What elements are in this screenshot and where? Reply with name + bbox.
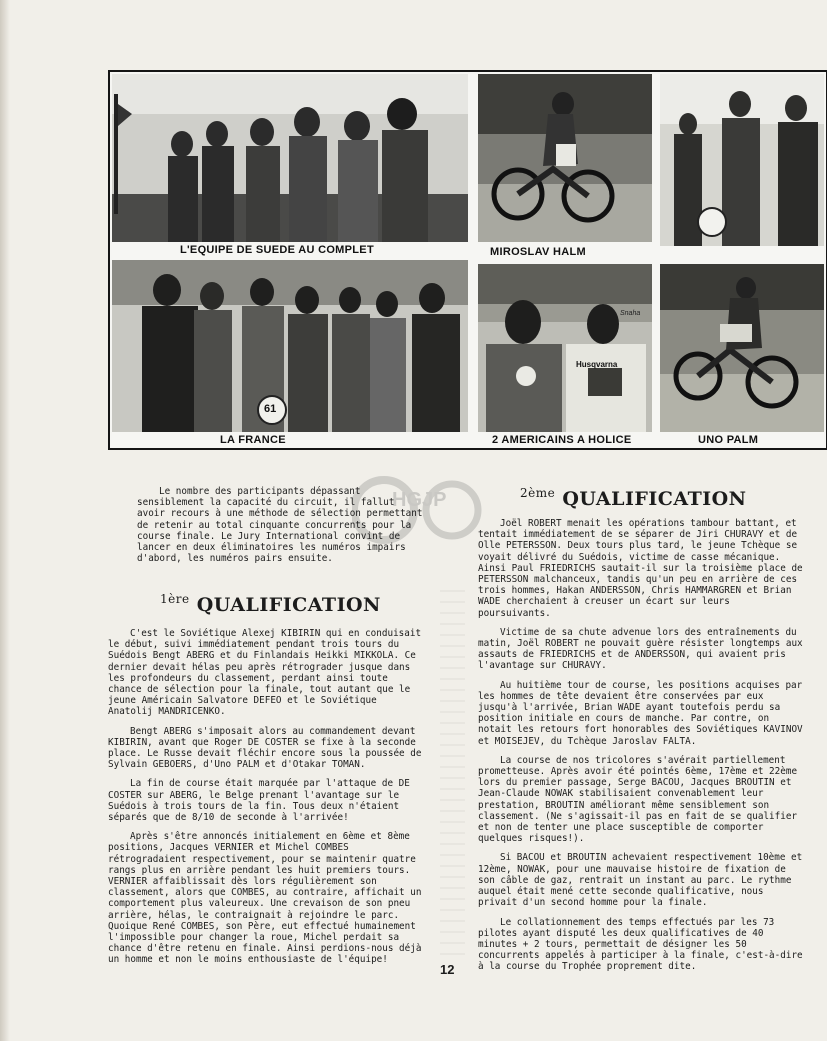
photo-shirt-logo: Husqvarna — [576, 360, 618, 369]
section1-paragraph: C'est le Soviétique Alexej KIBIRIN qui en conduisait le début, suivi immédiatement pendant trois tours du Suédois Bengt ABERG et du Finlandais Heikki MIKKOLA. Ce dernier devait hélas peu après rétrograder jusque dans les profondeurs du classement, perdant ainsi toute chance de sélection pour la finale, tout autant que le jeune Américain Salvatore DEFEO et le Soviétique Anatolij MANDRICENKO. — [108, 628, 422, 718]
photo-swedish-team — [112, 74, 468, 242]
intro-paragraph: Le nombre des participants dépassant sensiblement la capacité du circuit, il fallut avoir recours à une méthode de sélection permettant de retenir au total cinquante concurrents pour la course finale. Le Jury International convint de lancer en deux éliminatoires les numéros impairs d'abord, les numéros pairs ensuite. — [137, 486, 423, 565]
paper-fold-shadow — [440, 590, 465, 960]
watermark-text: HGJP — [392, 489, 447, 511]
section2-heading-text: QUALIFICATION — [562, 488, 747, 510]
intro-column — [137, 486, 427, 572]
caption-two-americans: 2 AMERICAINS A HOLICE — [492, 434, 632, 446]
section1-paragraph: La fin de course était marquée par l'attaque de DE COSTER sur ABERG, le Belge prenant l'avantage sur le Suédois à trois tours de la fin. Tous deux n'étaient séparés que de 8/10 de seconde à l'arrivée! — [108, 778, 410, 824]
section1-heading — [160, 592, 381, 616]
section2-paragraph: Si BACOU et BROUTIN achevaient respectivement 10ème et 12ème, NOWAK, pour une mauvaise histoire de fixation de son câble de gaz, rentrait un instant au parc. Le rythme auquel était mené cette seconde qualificative, nous privait d'un second homme pour la finale. — [478, 852, 803, 909]
page-number: 12 — [440, 962, 455, 977]
section2-paragraph: Victime de sa chute advenue lors des entraînements du matin, Joël ROBERT ne pouvait guère résister longtemps aux assauts de FRIEDRICHS et de ANDERSSON, qui avaient pris l'avantage sur CHURAVY. — [478, 626, 803, 672]
section2-paragraph: Au huitième tour de course, les positions acquises par les hommes de tête devaient être conservées par eux jusqu'à l'arrivée, Brian WADE ayant toutefois perdu sa position initiale en cours de manche. Par contre, on notait les retours fort honorables des Soviétiques KAVINOV et MOISEJEV, du Tchèque Jaroslav FALTA. — [478, 679, 803, 747]
photo-france-team — [112, 260, 468, 432]
caption-france-team: LA FRANCE — [220, 434, 286, 446]
caption-uno-palm: UNO PALM — [698, 434, 759, 446]
caption-swedish-team: L'EQUIPE DE SUEDE AU COMPLET — [180, 244, 374, 256]
page-edge-shadow — [0, 0, 10, 1041]
section2-paragraph: La course de nos tricolores s'avérait partiellement prometteuse. Après avoir été pointés 6ème, 17ème et 22ème lors du premier passage, Serge BACOU, Jacques BROUTIN et Jean-Claude NOWAK stabilisaient convenablement leur prestation, BROUTIN améliorant même sensiblement son classement. (Ne s'agissait-il pas en fait de se qualifier et non de tenter une place susceptible de comporter quelques risques!). — [478, 754, 798, 845]
left-column — [108, 628, 422, 974]
section1-heading-text: QUALIFICATION — [196, 594, 381, 616]
section2-paragraph: Le collationnement des temps effectués par les 73 pilotes ayant disputé les deux qualificatives de 40 minutes + 2 tours, permettait de désigner les 50 concurrents appelés à participer à la finale, c'est-à-dire à la course du Trophée proprement dite. — [478, 916, 803, 973]
photo-banner-text: Snaha — [620, 310, 641, 317]
section1-heading-ordinal: 1ère — [160, 592, 190, 606]
section1-paragraph: Après s'être annoncés initialement en 6ème et 8ème positions, Jacques VERNIER et Michel COMBES rétrogradaient respectivement, pour se maintenir quatre rangs plus en arrière pendant les huit premiers tours. VERNIER affaiblissait dès lors régulièrement son classement, alors que COMBES, au contraire, affichait un comportement plus valeureux. Une crevaison de son pneu arrière, hélas, le contraignait à rejoindre le parc. Quoique René COMBES, son Père, eut effectué humainement l'impossible pour changer la roue, Michel perdait sa chance d'être retenu en finale. Ainsi perdions-nous déjà un homme et non le moins enthousiaste de l'équipe! — [108, 831, 422, 966]
photo-two-americans — [478, 264, 652, 432]
right-column — [478, 518, 804, 981]
photo-bib-number: 61 — [264, 403, 277, 415]
caption-miroslav-halm: MIROSLAV HALM — [490, 246, 586, 258]
photo-riders-group — [660, 74, 824, 246]
section2-heading-ordinal: 2ème — [520, 486, 556, 500]
section2-heading — [520, 486, 747, 510]
photo-grid — [108, 70, 827, 450]
photo-miroslav-halm — [478, 74, 652, 242]
section2-paragraph: Joël ROBERT menait les opérations tambour battant, et tentait immédiatement de se séparer de Jiri CHURAVY et de Olle PETERSSON. Deux tours plus tard, le jeune Tchèque se voyait délivré du Suédois, victime de casse mécanique. Ainsi Paul FRIEDRICHS sautait-il sur la troisième place de PETERSSON malchanceux, tandis qu'un peu en arrière de ces trois hommes, Hakan ANDERSSON, Chris HAMMARGREN et Brian WADE cherchaient à creuser un écart sur leurs poursuivants. — [478, 518, 803, 619]
section1-paragraph: Bengt ABERG s'imposait alors au commandement devant KIBIRIN, avant que Roger DE COSTER se fixe à la seconde place. Le Russe devait fléchir encore sous la poussée de Sylvain GEBOERS, d'Uno PALM et d'Otakar TOMAN. — [108, 725, 422, 771]
photo-uno-palm — [660, 264, 824, 432]
